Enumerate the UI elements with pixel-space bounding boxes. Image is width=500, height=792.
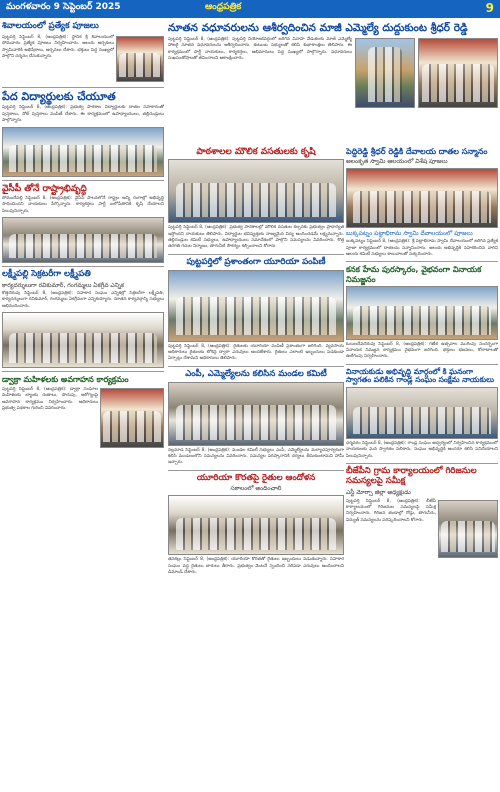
temple-event-photo	[346, 168, 498, 228]
page-number: 9	[485, 1, 494, 15]
headline: డ్వాక్రా మహిళలకు అవగాహన కార్యక్రమం	[2, 374, 129, 384]
headline: పుట్టపర్తిలో ప్రశాంతంగా యూరియా పంపిణీ	[186, 256, 326, 267]
women-photo	[100, 388, 164, 448]
article-cheyutha	[2, 91, 164, 177]
headline: బీజేపీని గ్రామ కార్యాలయంలో గిరిజనుల సమస్యలపై సమీక్ష	[346, 466, 477, 486]
right-column	[346, 145, 498, 790]
subheadline: ఎస్టీ మోర్చా జిల్లా అధ్యక్షుడు	[346, 488, 411, 496]
article-mahotsavam	[168, 147, 344, 251]
article-body: పుట్టపర్తి సెప్టెంబర్ 8, (ఆంధ్రపత్రిక): బీజేపీ కార్యాలయంలో గిరిజనుల సమస్యలపై సమీక్ష నిర్వహించారు. గిరిజన తండాల్లో రోడ్లు, తాగునీరు, విద్యుత్ సమస్యలను పరిష్కరించాలని కోరారు.	[346, 498, 436, 523]
immersion-photo	[346, 286, 498, 340]
headline: వినాయకుడు అభివృద్ధి మార్గంలో కి ఘనంగా స్వాగతం పలికిన గాండ్ల సంఘం సంక్షేమ నాయకులు	[346, 366, 495, 385]
article-body: పుట్టపర్తి సెప్టెంబర్ 8, (ఆంధ్రపత్రిక): స్థానిక శ్రీ శివాలయంలో సోమవారం ప్రత్యేక పూజలు నిర్వహించారు. ఆలయ అర్చకులు స్వామివారికి అభిషేకాలు, అర్చనలు చేశారు. భక్తులు పెద్ద సంఖ్యలో పాల్గొని దర్శనం చేసుకున్నారు.	[2, 34, 114, 59]
article-vinayaka	[346, 368, 498, 460]
page-header	[0, 0, 500, 18]
article-urea	[168, 474, 344, 577]
wedding-photo	[418, 38, 498, 108]
article-body: పుట్టపర్తి సెప్టెంబర్ 8, (ఆంధ్రపత్రిక): రైతులకు యూరియా పంపిణీ ప్రశాంతంగా జరిగింది. వ్యవసాయ అధికారులు రైతులకు టోకెన్ల ద్వారా ఎరువులు అందజేశారు. రైతులు ఎలాంటి ఇబ్బందులు పడకుండా ఏర్పాట్లు చేశామని అధికారులు తెలిపారు.	[168, 343, 344, 362]
lead-article	[168, 20, 498, 140]
lead-body: పుట్టపర్తి సెప్టెంబర్ 8, (ఆంధ్రపత్రిక): పుట్టపర్తి నియోజకవర్గంలో జరిగిన వివాహ వేడుకలకు మాజీ ఎమ్మెల్యే హాజరై నూతన వధూవరులను ఆశీర్వదించారు. కుటుంబ సభ్యులతో కలిసి శుభాకాంక్షలు తెలిపారు. ఈ కార్యక్రమంలో పార్టీ నాయకులు, కార్యకర్తలు, అభిమానులు పెద్ద సంఖ్యలో పాల్గొన్నారు. వధూవరులు సుఖసంతోషాలతో జీవించాలని ఆకాంక్షించారు.	[168, 37, 352, 62]
article-mla	[168, 370, 344, 467]
article-awareness	[2, 375, 164, 450]
farmers-queue-photo	[168, 495, 344, 555]
article-bjp	[346, 467, 498, 560]
article-kanaka	[346, 265, 498, 361]
article-ekagriva	[2, 270, 164, 368]
article-body: సోమందేపల్లి సెప్టెంబర్ 8, (ఆంధ్రపత్రిక): వైసీపీ పాలనలోనే రాష్ట్రం అన్ని రంగాల్లో అభివృద్ధి సాధించిందని నాయకులు పేర్కొన్నారు. కార్యకర్తలు పార్టీ బలోపేతానికి కృషి చేయాలని పిలుపునిచ్చారు.	[2, 195, 164, 214]
issue-date: మంగళవారం 9 సెప్టెంబర్ 2025	[6, 2, 121, 12]
committee-photo	[2, 312, 164, 368]
students-photo	[2, 127, 164, 177]
headline: యూరియా కొరతపై రైతుల ఆందోళన	[196, 472, 316, 483]
headline: పాఠశాలల మౌలిక వసతులకు కృషి	[196, 147, 316, 157]
article-body: పుట్టపర్తి సెప్టెంబర్ 8, (ఆంధ్రపత్రిక): ప్రభుత్వ పాఠశాల విద్యార్థులకు దాతల సహకారంతో పుస్తకాలు, నోట్ పుస్తకాలు పంపిణీ చేశారు. ఈ కార్యక్రమంలో ఉపాధ్యాయులు, తల్లిదండ్రులు పాల్గొన్నారు.	[2, 105, 164, 124]
article-body: తనకల్లు సెప్టెంబర్ 8, (ఆంధ్రపత్రిక): యూరియా కొరతతో రైతులు ఇబ్బందులు పడుతున్నారు. సహకార సంఘం వద్ద రైతులు బారులు తీరారు. ప్రభుత్వం వెంటనే స్పందించి సరిపడా ఎరువులు అందించాలని డిమాండ్ చేశారు.	[168, 557, 344, 576]
article-body: పుట్టపర్తి సెప్టెంబర్ 8, (ఆంధ్రపత్రిక): ప్రభుత్వ పాఠశాలల్లో మౌలిక వసతుల కల్పనకు ప్రభుత్వం ప్రాధాన్యత ఇస్తోందని నాయకులు తెలిపారు. విద్యార్థుల భవిష్యత్తుకు నాణ్యమైన విద్య అందించడమే లక్ష్యమన్నారు. తల్లిదండ్రుల కమిటీ సభ్యులు, ఉపాధ్యాయులు సమావేశంలో పాల్గొని సమస్యలను వివరించారు. కొత్త తరగతి గదుల నిర్మాణం, తాగునీటి సౌకర్యం కల్పించాలని కోరారు.	[168, 225, 344, 250]
welcome-photo	[346, 387, 498, 439]
headline: పెద్దిరెడ్డి శ్రీధర్ రెడ్డికి దేవాలయ దాతల సన్మానం	[346, 147, 488, 156]
headline: ఎంపీ, ఎమ్మెల్యేలను కలిసిన మండల కమిటీ	[185, 368, 327, 379]
headline: వైసీపీ తోనే రాష్ట్రాభివృద్ధి	[2, 183, 87, 194]
article-body: పుట్టపర్తి సెప్టెంబర్ 8, (ఆంధ్రపత్రిక): డ్వాక్రా సంఘాల మహిళలకు బ్యాంకు రుణాలు, పొదుపు, ఆరోగ్యంపై అవగాహన కార్యక్రమం నిర్వహించారు. అధికారులు ప్రభుత్వ పథకాల గురించి వివరించారు.	[2, 387, 98, 412]
article-body: బుక్కపట్నం సెప్టెంబర్ 8, (ఆంధ్రపత్రిక): శ్రీ పట్టాభిరామ స్వామి దేవాలయంలో జరిగిన ప్రత్యేక పూజా కార్యక్రమంలో దాతలను సన్మానించారు. ఆలయ అభివృద్ధికి సహకరించిన వారిని ఆలయ కమిటీ సభ్యులు శాలువాలతో సత్కరించారు.	[346, 239, 498, 257]
temple-deity-photo	[116, 36, 164, 82]
headline: శివాలయంలో ప్రత్యేక పూజలు	[2, 21, 99, 31]
article-ycp	[2, 184, 164, 263]
paper-name: ఆంధ్రపత్రిక	[205, 2, 242, 12]
left-column	[2, 20, 164, 790]
school-meeting-photo	[168, 159, 344, 223]
article-body: కొత్తచెరువు సెప్టెంబర్ 8, (ఆంధ్రపత్రిక): సహకార సంఘం ఎన్నికల్లో సెక్రటరీగా లక్ష్మీపతి, కార్యదర్శులుగా రవికుమార్, గంగమ్మలు ఏకగ్రీవంగా ఎన్నికయ్యారు. నూతన కార్యవర్గాన్ని సభ్యులు అభినందించారు.	[2, 290, 164, 309]
article-body: నల్లమాడ సెప్టెంబర్ 8, (ఆంధ్రపత్రిక): మండల కమిటీ సభ్యులు ఎంపీ, ఎమ్మెల్యేలను మర్యాదపూర్వకంగా కలిసి మండలంలోని సమస్యలను వివరించారు. సమస్యల పరిష్కారానికి చర్యలు తీసుకుంటామని హామీ ఇచ్చారు.	[168, 447, 344, 466]
subheadline: సకాలంలో అందించాలి	[230, 485, 282, 493]
middle-column	[168, 145, 344, 790]
article-shivalayam	[2, 22, 164, 84]
lead-headline: నూతన వధూవరులను ఆశీర్వదించిన మాజీ ఎమ్మెల్యే దుద్దుకుంట శ్రీధర్ రెడ్డి	[168, 22, 468, 34]
headline: లక్ష్మీపల్లి సెక్రటరీగా లక్ష్మీపతి	[2, 269, 91, 279]
subheadline: కార్యదర్శులుగా రవికుమార్, గంగమ్మలు ఏకగ్రీవ ఎన్నిక	[2, 281, 125, 289]
article-body: ధర్మవరం సెప్టెంబర్ 8, (ఆంధ్రపత్రిక): గాండ్ల సంఘం ఆధ్వర్యంలో నిర్వహించిన కార్యక్రమంలో నాయకులకు ఘన స్వాగతం పలికారు. సంఘం అభివృద్ధికి అందరూ కలిసి పనిచేయాలని పిలుపునిచ్చారు.	[346, 441, 498, 459]
leader-portrait	[355, 38, 415, 108]
urea-distribution-photo	[168, 270, 344, 342]
mla-meeting-photo	[168, 382, 344, 446]
article-puttaparthi	[168, 258, 344, 363]
bjp-meeting-photo	[438, 500, 498, 558]
article-temple	[346, 147, 498, 258]
photo-caption: బుక్కపట్నం పట్టాభిరామ స్వామి దేవాలయంలో పూజలు	[346, 230, 473, 238]
subheadline: అలంకృత స్వామి ఆలయంలో విశేష పూజలు	[346, 158, 448, 166]
headline: పేద విద్యార్థులకు చేయూత	[2, 89, 116, 103]
headline: కనక హేమ పురస్కారం, వైభవంగా వినాయక నిమజ్జనం	[346, 265, 482, 284]
meeting-photo	[2, 217, 164, 263]
article-body: ఓబులదేవచెరువు సెప్టెంబర్ 8, (ఆంధ్రపత్రిక): గణేశ ఉత్సవాల ముగింపు సందర్భంగా వినాయక నిమజ్జన కార్యక్రమం వైభవంగా జరిగింది. భక్తులు భజనలు, కోలాటాలతో ఊరేగింపు నిర్వహించారు.	[346, 341, 498, 360]
